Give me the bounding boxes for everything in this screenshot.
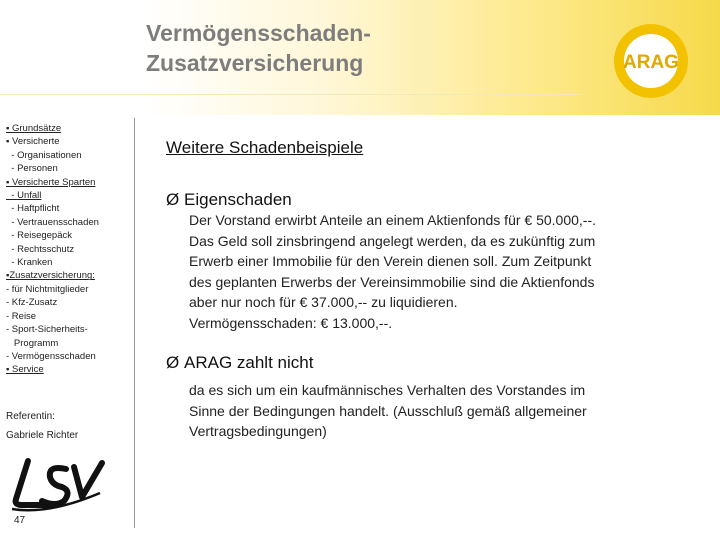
arrow-icon: Ø <box>166 190 180 209</box>
page-number: 47 <box>14 515 26 526</box>
bullet-title: Eigenschaden <box>184 190 292 209</box>
lsv-logo <box>8 455 108 513</box>
title-line-1: Vermögensschaden- <box>146 20 371 46</box>
paragraph-line: Sinne der Bedingungen handelt. (Ausschluß gemäß allgemeiner <box>189 402 587 419</box>
sidebar-item: - Vertrauensschaden <box>6 216 99 228</box>
sidebar-nav <box>6 122 131 377</box>
sidebar-item: - Personen <box>6 163 58 175</box>
paragraph-line: da es sich um ein kaufmännisches Verhalten des Vorstandes im <box>189 382 586 398</box>
arrow-icon: Ø <box>166 353 180 372</box>
paragraph-line: des geplanten Erwerbs der Vereinsimmobilie sind die Aktienfonds <box>189 273 595 290</box>
sidebar-item: - Sport-Sicherheits- <box>6 324 88 336</box>
sidebar-item[interactable]: - Unfall <box>6 190 42 202</box>
bullet-title: ARAG zahlt nicht <box>184 353 314 372</box>
referent-label: Referentin: <box>6 411 55 422</box>
arag-logo <box>612 22 690 100</box>
page-title <box>146 18 371 78</box>
sidebar-item: - Rechtsschutz <box>6 243 75 255</box>
sidebar-item: - Kfz-Zusatz <box>6 297 58 309</box>
referent-name: Gabriele Richter <box>6 430 79 441</box>
header-divider <box>0 94 582 95</box>
sidebar-item: ▪ Versicherte <box>6 136 60 148</box>
paragraph-eigenschaden <box>189 210 669 333</box>
paragraph-line: Vertragsbedingungen) <box>189 423 327 439</box>
sidebar-item: - Reisegepäck <box>6 230 73 242</box>
sidebar-item: - Vermögensschaden <box>6 350 96 362</box>
sidebar-item: Programm <box>6 337 59 349</box>
sidebar-item: - für Nichtmitglieder <box>6 283 89 295</box>
sidebar-item: - Reise <box>6 310 37 322</box>
paragraph-line: Der Vorstand erwirbt Anteile an einem Aktienfonds für € 50.000,--. <box>189 212 597 228</box>
sidebar-item[interactable]: ▪ Versicherte Sparten <box>6 176 96 188</box>
sidebar-item[interactable]: ▪ Service <box>6 364 44 376</box>
arag-logo-text: ARAG <box>623 52 679 73</box>
section-heading: Weitere Schadenbeispiele <box>166 138 364 157</box>
paragraph-line: Das Geld soll zinsbringend angelegt werden, da es zukünftig zum <box>189 232 596 249</box>
sidebar-item[interactable]: ▪ Grundsätze <box>6 123 62 134</box>
title-line-2: Zusatzversicherung <box>146 50 364 76</box>
paragraph-line: Vermögensschaden: € 13.000,--. <box>189 314 393 331</box>
paragraph-line: aber nur noch für € 37.000,-- zu liquidieren. <box>189 294 458 310</box>
bullet-arag-zahlt-nicht <box>166 353 313 373</box>
paragraph-arag-zahlt-nicht <box>189 380 669 442</box>
sidebar-item: - Organisationen <box>6 149 82 161</box>
paragraph-line: Erwerb einer Immobilie für den Verein dienen soll. Zum Zeitpunkt <box>189 253 592 269</box>
sidebar-item: - Haftpflicht <box>6 203 60 215</box>
bullet-eigenschaden <box>166 190 292 210</box>
sidebar-divider <box>134 118 135 528</box>
sidebar-item: - Kranken <box>6 257 53 269</box>
sidebar-item[interactable]: ▪Zusatzversicherung: <box>6 270 95 282</box>
